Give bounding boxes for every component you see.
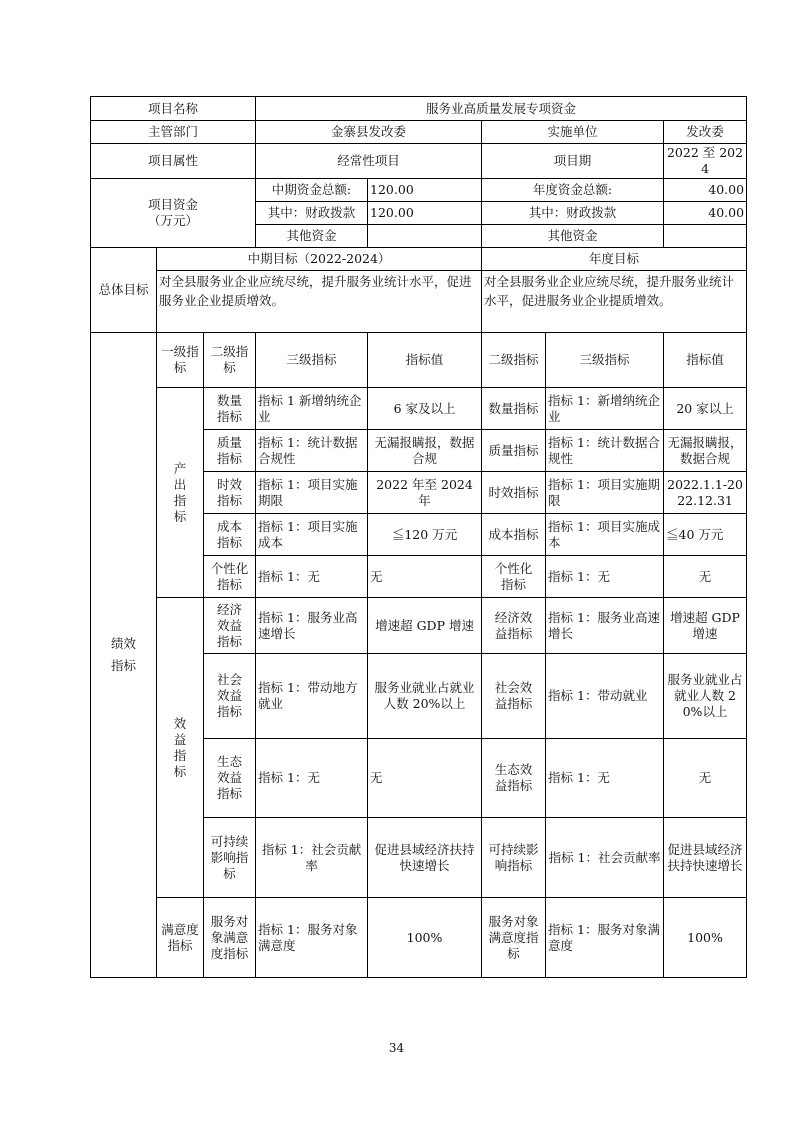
l3-annual-cell: 指标 1：无 <box>546 556 664 598</box>
l3-annual-cell: 指标 1：服务业高速增长 <box>546 598 664 654</box>
annual-total-value: 40.00 <box>664 179 747 202</box>
group-benefit: 效益指标 <box>157 598 204 898</box>
l3-annual-cell: 指标 1：无 <box>546 739 664 818</box>
l3-annual-cell: 指标 1：新增纳统企业 <box>546 388 664 430</box>
value-annual-cell: 增速超 GDP 增速 <box>664 598 747 654</box>
mid-fiscal-label: 其中：财政拨款 <box>256 202 368 225</box>
header-level2: 二级指标 <box>204 333 256 388</box>
value-annual-cell: 无 <box>664 739 747 818</box>
funds-label-line1: 项目资金 <box>148 197 199 212</box>
funds-label-line2: （万元） <box>148 213 199 228</box>
value-annual-cell: 2022.1.1-2022.12.31 <box>664 472 747 514</box>
value-annual-cell: 促进县域经济扶持快速增长 <box>664 818 747 898</box>
value-cell: 促进县域经济扶持快速增长 <box>368 818 482 898</box>
project-name-label: 项目名称 <box>91 97 256 121</box>
dept-value: 金寨县发改委 <box>256 121 482 144</box>
annual-fiscal-value: 40.00 <box>664 202 747 225</box>
l2-cell: 成本指标 <box>204 514 256 556</box>
header-value-annual: 指标值 <box>664 333 747 388</box>
l3-cell: 指标 1：项目实施期限 <box>256 472 368 514</box>
header-value: 指标值 <box>368 333 482 388</box>
value-cell: 2022 年至 2024 年 <box>368 472 482 514</box>
l3-annual-cell: 指标 1：项目实施期限 <box>546 472 664 514</box>
header-level2-annual: 二级指标 <box>482 333 546 388</box>
l2-cell: 可持续影响指标 <box>204 818 256 898</box>
l2-cell: 个性化指标 <box>204 556 256 598</box>
row-department <box>91 121 747 144</box>
value-annual-cell: 100% <box>664 898 747 978</box>
dept-label: 主管部门 <box>91 121 256 144</box>
l3-annual-cell: 指标 1：统计数据合规性 <box>546 430 664 472</box>
l2-annual-cell: 社会效益指标 <box>482 654 546 739</box>
group-output: 产出指标 <box>157 388 204 598</box>
l3-cell: 指标 1：无 <box>256 556 368 598</box>
impl-label: 实施单位 <box>482 121 664 144</box>
value-cell: 无 <box>368 556 482 598</box>
annual-other-label: 其他资金 <box>482 225 664 248</box>
table-row <box>91 388 747 430</box>
l2-cell: 生态效益指标 <box>204 739 256 818</box>
page-number: 34 <box>388 1041 405 1055</box>
value-annual-cell: ≦40 万元 <box>664 514 747 556</box>
row-perf-headers <box>91 333 747 388</box>
mid-total-label: 中期资金总额: <box>256 179 368 202</box>
value-annual-cell: 无漏报瞒报，数据合规 <box>664 430 747 472</box>
l2-annual-cell: 生态效益指标 <box>482 739 546 818</box>
l2-annual-cell: 服务对象满意度指标 <box>482 898 546 978</box>
header-level3: 三级指标 <box>256 333 368 388</box>
table-row <box>91 598 747 654</box>
value-cell: 6 家及以上 <box>368 388 482 430</box>
value-cell: 100% <box>368 898 482 978</box>
value-cell: ≦120 万元 <box>368 514 482 556</box>
l3-annual-cell: 指标 1：带动就业 <box>546 654 664 739</box>
l2-cell: 质量指标 <box>204 430 256 472</box>
l3-cell: 指标 1：社会贡献率 <box>256 818 368 898</box>
l3-cell: 指标 1：项目实施成本 <box>256 514 368 556</box>
l3-cell: 指标 1：统计数据合规性 <box>256 430 368 472</box>
mid-goal-header: 中期目标（2022-2024） <box>157 248 482 271</box>
l3-cell: 指标 1 新增纳统企业 <box>256 388 368 430</box>
annual-goal-text: 对全县服务业企业应统尽统，提升服务业统计水平，促进服务业企业提质增效。 <box>482 271 747 333</box>
l2-cell: 社会效益指标 <box>204 654 256 739</box>
mid-fiscal-value: 120.00 <box>368 202 482 225</box>
l2-cell: 经济效益指标 <box>204 598 256 654</box>
l2-annual-cell: 成本指标 <box>482 514 546 556</box>
l3-annual-cell: 指标 1：社会贡献率 <box>546 818 664 898</box>
annual-goal-header: 年度目标 <box>482 248 747 271</box>
period-value: 2022 至 2024 <box>664 144 747 179</box>
table-row <box>91 898 747 978</box>
l3-cell: 指标 1：服务对象满意度 <box>256 898 368 978</box>
impl-value: 发改委 <box>664 121 747 144</box>
row-project-name <box>91 97 747 121</box>
mid-total-value: 120.00 <box>368 179 482 202</box>
annual-total-label: 年度资金总额: <box>482 179 664 202</box>
row-goals-header <box>91 248 747 271</box>
l2-annual-cell: 数量指标 <box>482 388 546 430</box>
period-label: 项目期 <box>482 144 664 179</box>
row-funds-total <box>91 179 747 202</box>
value-cell: 服务业就业占就业人数 20%以上 <box>368 654 482 739</box>
header-level3-annual: 三级指标 <box>546 333 664 388</box>
l3-cell: 指标 1：服务业高速增长 <box>256 598 368 654</box>
funds-label <box>91 179 256 248</box>
value-annual-cell: 20 家以上 <box>664 388 747 430</box>
l2-cell: 服务对象满意度指标 <box>204 898 256 978</box>
mid-other-label: 其他资金 <box>256 225 368 248</box>
header-level1: 一级指标 <box>157 333 204 388</box>
l2-annual-cell: 质量指标 <box>482 430 546 472</box>
value-cell: 无漏报瞒报，数据合规 <box>368 430 482 472</box>
row-attribute <box>91 144 747 179</box>
annual-other-value <box>664 225 747 248</box>
l2-annual-cell: 个性化指标 <box>482 556 546 598</box>
mid-other-value <box>368 225 482 248</box>
perf-label: 绩效指标 <box>91 333 157 978</box>
l2-cell: 数量指标 <box>204 388 256 430</box>
row-goals-text <box>91 271 747 333</box>
l2-annual-cell: 可持续影响指标 <box>482 818 546 898</box>
l3-cell: 指标 1：带动地方就业 <box>256 654 368 739</box>
l2-annual-cell: 经济效益指标 <box>482 598 546 654</box>
mid-goal-text: 对全县服务业企业应统尽统，提升服务业统计水平，促进服务业企业提质增效。 <box>157 271 482 333</box>
goals-label: 总体目标 <box>91 248 157 333</box>
l3-annual-cell: 指标 1：服务对象满意度 <box>546 898 664 978</box>
performance-table <box>90 96 747 978</box>
l2-cell: 时效指标 <box>204 472 256 514</box>
l2-annual-cell: 时效指标 <box>482 472 546 514</box>
project-name-value: 服务业高质量发展专项资金 <box>256 97 747 121</box>
attr-value: 经常性项目 <box>256 144 482 179</box>
value-cell: 无 <box>368 739 482 818</box>
group-satisfaction: 满意度指标 <box>157 898 204 978</box>
value-cell: 增速超 GDP 增速 <box>368 598 482 654</box>
l3-cell: 指标 1：无 <box>256 739 368 818</box>
l3-annual-cell: 指标 1：项目实施成本 <box>546 514 664 556</box>
value-annual-cell: 无 <box>664 556 747 598</box>
attr-label: 项目属性 <box>91 144 256 179</box>
annual-fiscal-label: 其中：财政拨款 <box>482 202 664 225</box>
value-annual-cell: 服务业就业占就业人数 20%以上 <box>664 654 747 739</box>
